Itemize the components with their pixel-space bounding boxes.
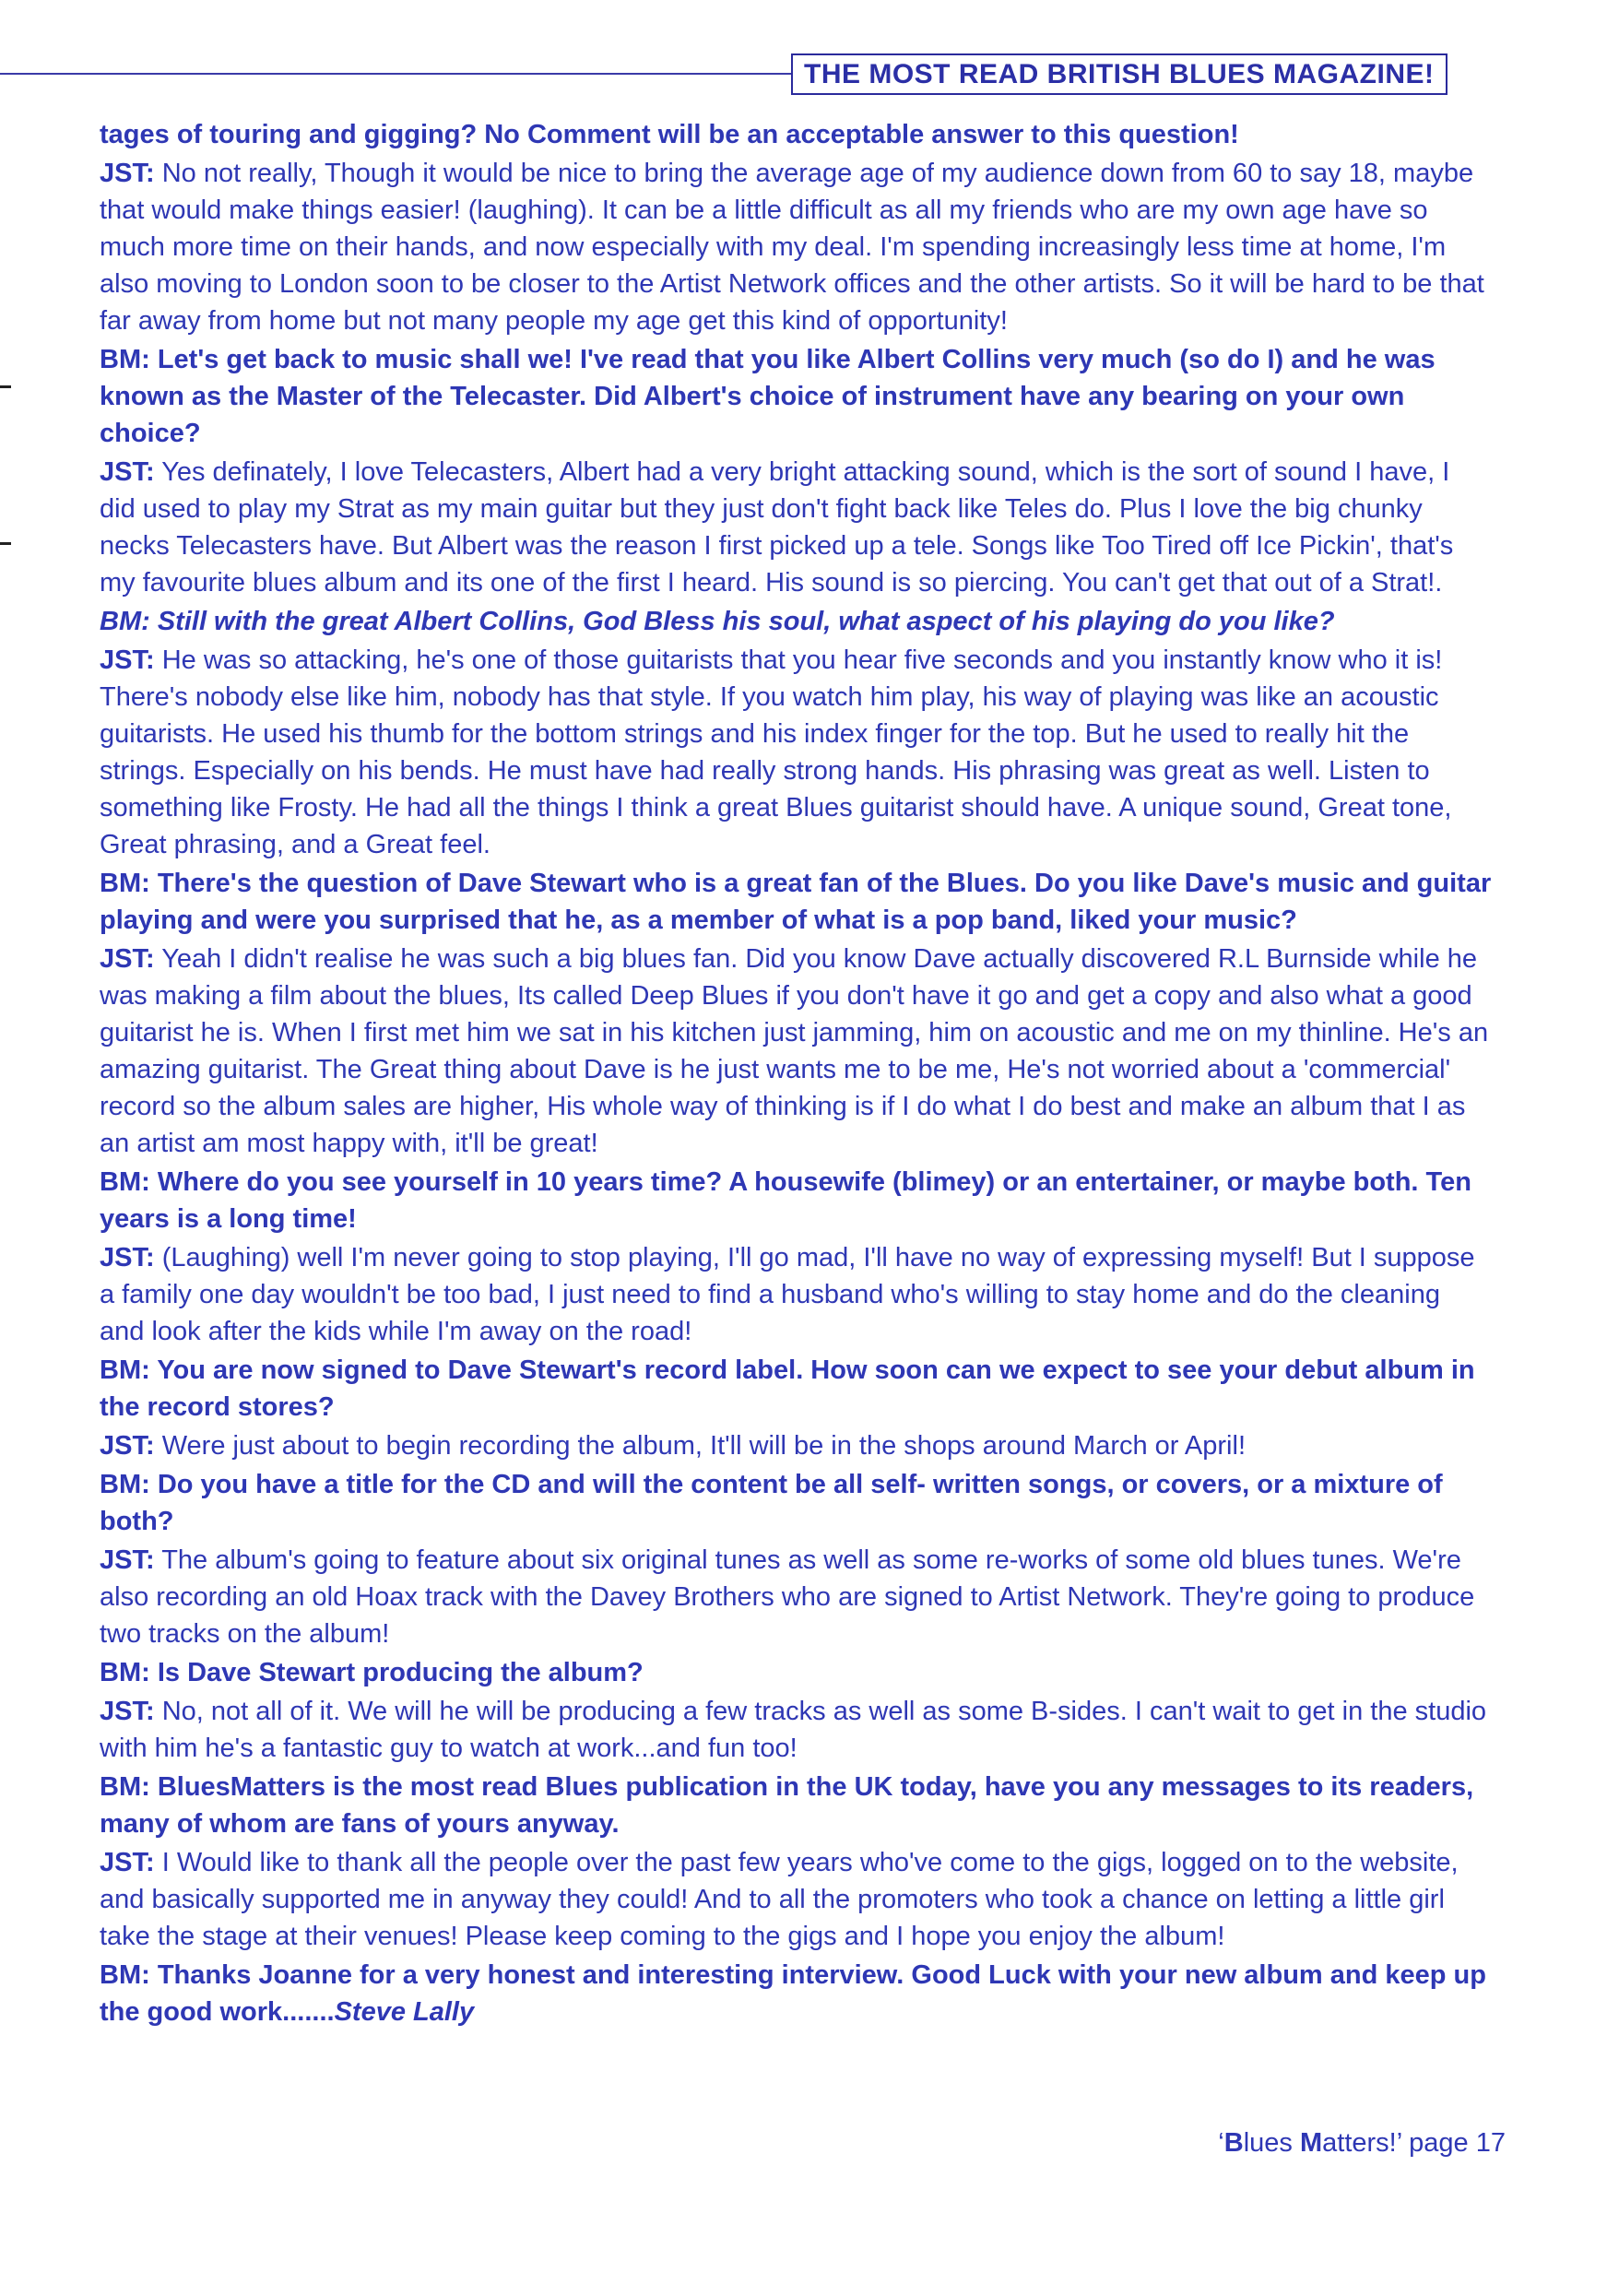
paragraph-text: No, not all of it. We will he will be producing a few tracks as well as some B-sides. I can't wait to get in the studio with him he's a fantastic guy to watch at work...and fun too! (100, 1697, 1487, 1763)
paragraph-text: Where do you see yourself in 10 years time? A housewife (blimey) or an entertainer, or maybe both. Ten years is a long time! (100, 1167, 1471, 1234)
paragraph-text: Do you have a title for the CD and will the content be all self- written songs, or covers, or a mixture of both? (100, 1470, 1443, 1536)
footer-initial-b: B (1223, 2128, 1244, 2158)
margin-tick-mark (0, 385, 11, 388)
paragraph-text: No not really, Though it would be nice to bring the average age of my audience down from 60 to say 18, maybe that would make things easier! (laughing). It can be a little difficult as all my friends who are my own age have so much more time on their hands, and now especially with my deal. I'm spending increasingly less time at home, I'm also moving to London soon to be closer to the Artist Network offices and the other artists. So it will be hard to be that far away from home but not many people my age get this kind of opportunity! (100, 159, 1484, 336)
speaker-label: JST: (100, 457, 155, 487)
paragraph-text: He was so attacking, he's one of those guitarists that you hear five seconds and you instantly know who it is! There's nobody else like him, nobody has that style. If you watch him play, his way of playing was like an acoustic guitarists. He used his thumb for the bottom strings and his index finger for the top. But he used to really hit the strings. Especially on his bends. He must have had really strong hands. His phrasing was great as well. Listen to something like Frosty. He had all the things I think a great Blues guitarist should have. A unique sound, Great tone, Great phrasing, and a Great feel. (100, 645, 1452, 859)
answer-paragraph (100, 1693, 1492, 1767)
speaker-label: BM: (100, 1167, 150, 1197)
speaker-label: JST: (100, 1431, 155, 1461)
margin-tick-mark (0, 542, 11, 545)
footer-quote-open: ‘ (1218, 2128, 1224, 2158)
speaker-label: JST: (100, 645, 155, 675)
answer-paragraph (100, 1427, 1492, 1464)
question-paragraph (100, 1957, 1492, 2030)
paragraph-text: Yeah I didn't realise he was such a big blues fan. Did you know Dave actually discovered R.L Burnside while he was making a film about the blues, Its called Deep Blues if you don't have it go and get a copy and also what a good guitarist he is. When I first met him we sat in his kitchen just jamming, him on acoustic and me on my thinline. He's an amazing guitarist. The Great thing about Dave is he just wants me to be me, He's not worried about a 'commercial' record so the album sales are higher, His whole way of thinking is if I do what I do best and make an album that I as an artist am most happy with, it'll be great! (100, 944, 1489, 1158)
speaker-label: BM: (100, 1470, 150, 1499)
question-paragraph (100, 1466, 1492, 1540)
speaker-label: BM: (100, 869, 150, 898)
speaker-label: JST: (100, 1243, 155, 1272)
paragraph-text: You are now signed to Dave Stewart's record label. How soon can we expect to see your debut album in the record stores? (100, 1355, 1475, 1422)
question-paragraph (100, 116, 1492, 153)
paragraph-text: There's the question of Dave Stewart who is a great fan of the Blues. Do you like Dave's music and guitar playing and were you surprised that he, as a member of what is a pop band, liked your music? (100, 869, 1492, 935)
speaker-label: BM: (100, 345, 150, 374)
speaker-label: BM: (100, 1658, 150, 1687)
speaker-label: BM: (100, 1355, 150, 1385)
footer-quote-close: ’ (1396, 2128, 1402, 2158)
paragraph-text: Thanks Joanne for a very honest and interesting interview. Good Luck with your new album and keep up the good work....... (100, 1960, 1486, 2027)
paragraph-text: I Would like to thank all the people over the past few years who've come to the gigs, logged on to the website, and basically supported me in anyway they could! And to all the promoters who took a chance on letting a little girl take the stage at their venues! Please keep coming to the gigs and I hope you enjoy the album! (100, 1848, 1459, 1951)
paragraph-text: The album's going to feature about six original tunes as well as some re-works of some old blues tunes. We're also recording an old Hoax track with the Davey Brothers who are signed to Artist Network. They're going to produce two tracks on the album! (100, 1545, 1475, 1649)
paragraph-text: Still with the great Albert Collins, God Bless his soul, what aspect of his playing do you like? (157, 607, 1335, 636)
speaker-label: JST: (100, 1545, 155, 1575)
footer-initial-m: M (1299, 2128, 1323, 2158)
speaker-label: JST: (100, 1697, 155, 1726)
speaker-label: BM: (100, 1772, 150, 1802)
paragraph-text: BluesMatters is the most read Blues publication in the UK today, have you any messages to its readers, many of whom are fans of yours anyway. (100, 1772, 1474, 1839)
question-paragraph (100, 603, 1492, 640)
question-paragraph (100, 1654, 1492, 1691)
paragraph-text: Let's get back to music shall we! I've read that you like Albert Collins very much (so do I) and he was known as the Master of the Telecaster. Did Albert's choice of instrument have any bearing on your own choice? (100, 345, 1436, 448)
footer-lues: lues (1243, 2128, 1300, 2158)
author-signature: Steve Lally (334, 1997, 475, 2027)
answer-paragraph (100, 1239, 1492, 1350)
page-footer (1218, 2128, 1506, 2159)
answer-paragraph (100, 1542, 1492, 1652)
paragraph-text: (Laughing) well I'm never going to stop playing, I'll go mad, I'll have no way of expressing myself! But I suppose a family one day wouldn't be too bad, I just need to find a husband who's willing to stay home and do the cleaning and look after the kids while I'm away on the road! (100, 1243, 1475, 1346)
paragraph-text: Yes definately, I love Telecasters, Albert had a very bright attacking sound, which is the sort of sound I have, I did used to play my Strat as my main guitar but they just don't fight back like Teles do. Plus I love the big chunky necks Telecasters have. But Albert was the reason I first picked up a tele. Songs like Too Tired off Ice Pickin', that's my favourite blues album and its one of the first I heard. His sound is so piercing. You can't get that out of a Strat!. (100, 457, 1454, 598)
interview-article (100, 116, 1492, 2032)
paragraph-text: Is Dave Stewart producing the album? (157, 1658, 644, 1687)
header-rule (0, 73, 793, 75)
speaker-label: JST: (100, 944, 155, 974)
question-paragraph (100, 865, 1492, 939)
page-number: page 17 (1401, 2128, 1506, 2158)
speaker-label: JST: (100, 1848, 155, 1877)
speaker-label: BM: (100, 607, 150, 636)
answer-paragraph (100, 941, 1492, 1162)
magazine-banner: THE MOST READ BRITISH BLUES MAGAZINE! (791, 53, 1447, 95)
paragraph-text: tages of touring and gigging? No Comment will be an acceptable answer to this question! (100, 120, 1239, 149)
speaker-label: BM: (100, 1960, 150, 1990)
speaker-label: JST: (100, 159, 155, 188)
paragraph-text: Were just about to begin recording the album, It'll will be in the shops around March or April! (161, 1431, 1246, 1461)
question-paragraph (100, 1164, 1492, 1237)
footer-atters: atters! (1322, 2128, 1397, 2158)
answer-paragraph (100, 1844, 1492, 1955)
answer-paragraph (100, 155, 1492, 339)
question-paragraph (100, 341, 1492, 452)
answer-paragraph (100, 454, 1492, 601)
question-paragraph (100, 1769, 1492, 1842)
answer-paragraph (100, 642, 1492, 863)
question-paragraph (100, 1352, 1492, 1426)
